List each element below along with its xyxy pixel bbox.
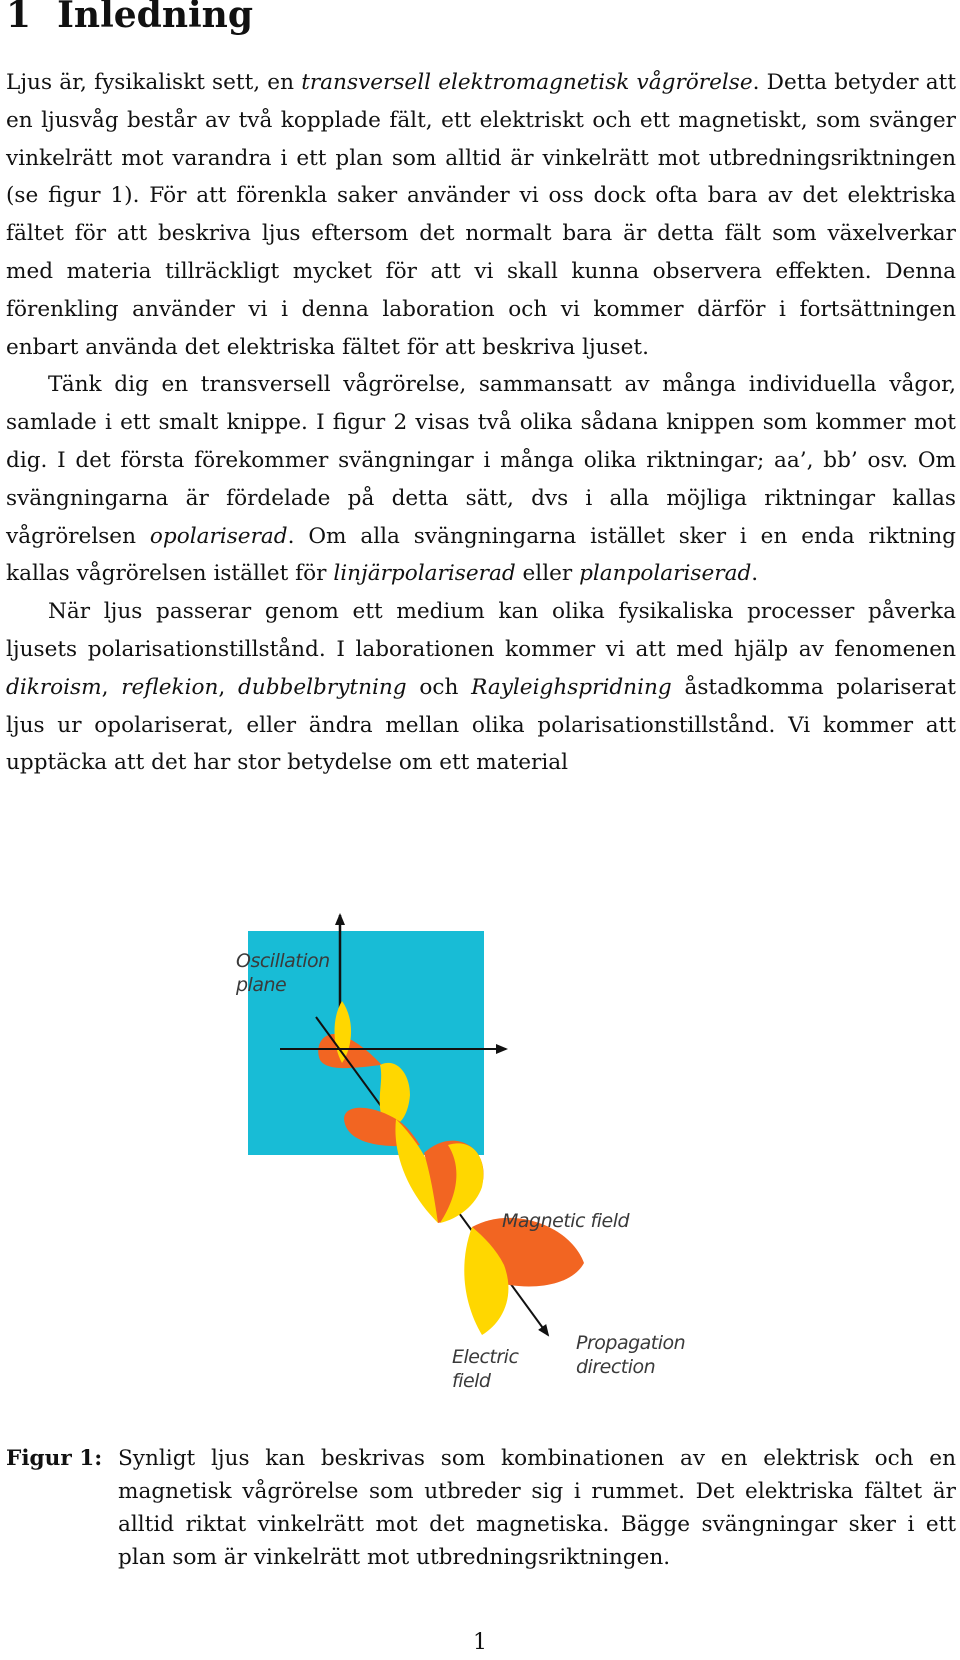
paragraph-2: Tänk dig en transversell vågrörelse, sammansatt av många individuella vågor, samlade i ett smalt knippe. I figur 2 visas två olika sådana knippen som kommer mot dig. I det första förekommer svängningar i många olika riktningar; aa’, bb’ osv. Om svängningarna är fördelade på detta sätt, dvs i alla möjliga riktningar kallas vågrörelsen opolariserad. Om alla svängningarna istället sker i en enda riktning kallas vågrörelsen istället för linjärpolariserad eller planpolariserad. bbox=[6, 372, 957, 587]
label-propagation-direction-line1: Propagation bbox=[576, 1332, 686, 1354]
label-magnetic-field: Magnetic field bbox=[502, 1210, 630, 1232]
paragraph-3: När ljus passerar genom ett medium kan olika fysikaliska processer påverka ljusets polarisationstillstånd. I laborationen kommer vi att med hjälp av fenomenen dikroism, reflekion, dubbelbrytning och Rayleighspridning åstadkomma polariserat ljus ur opolariserat, eller ändra mellan olika polarisationstillstånd. Vi kommer att upptäcka att det har stor betydelse om ett material bbox=[6, 599, 956, 776]
figure-1-em-wave-diagram bbox=[220, 905, 740, 1405]
em-wave-svg bbox=[220, 905, 740, 1405]
section-title: Inledning bbox=[57, 0, 254, 36]
figure-caption bbox=[6, 1442, 956, 1574]
caption-label: Figur 1: bbox=[6, 1446, 103, 1471]
section-number: 1 bbox=[6, 0, 32, 36]
label-propagation-direction-line2: direction bbox=[576, 1356, 656, 1378]
section-heading bbox=[6, 0, 253, 37]
label-oscillation-plane-line1: Oscillation bbox=[236, 950, 330, 972]
label-electric-field-line1: Electric bbox=[452, 1346, 519, 1368]
paragraph-1: Ljus är, fysikaliskt sett, en transversell elektromagnetisk vågrörelse. Detta betyder att en ljusvåg består av två kopplade fält, ett elektriskt och ett magnetiskt, som svänger vinkelrätt mot varandra i ett plan som alltid är vinkelrätt mot utbredningsriktningen (se figur 1). För att förenkla saker använder vi oss dock ofta bara av det elektriska fältet för att beskriva ljus eftersom det normalt bara är detta fält som växelverkar med materia tillräckligt mycket för att vi skall kunna observera effekten. Denna förenkling använder vi i denna laboration och vi kommer därför i fortsättningen enbart använda det elektriska fältet för att beskriva ljuset. bbox=[6, 70, 957, 360]
label-oscillation-plane-line2: plane bbox=[236, 974, 287, 996]
body-text bbox=[6, 64, 956, 782]
caption-text: Synligt ljus kan beskrivas som kombinationen av en elektrisk och en magnetisk vågrörelse som utbreder sig i rummet. Det elektriska fältet är alltid riktat vinkelrätt mot det magnetiska. Bägge svängningar sker i ett plan som är vinkelrätt mot utbredningsriktningen. bbox=[118, 1446, 956, 1570]
page-number: 1 bbox=[473, 1630, 487, 1655]
label-electric-field-line2: field bbox=[452, 1370, 491, 1392]
